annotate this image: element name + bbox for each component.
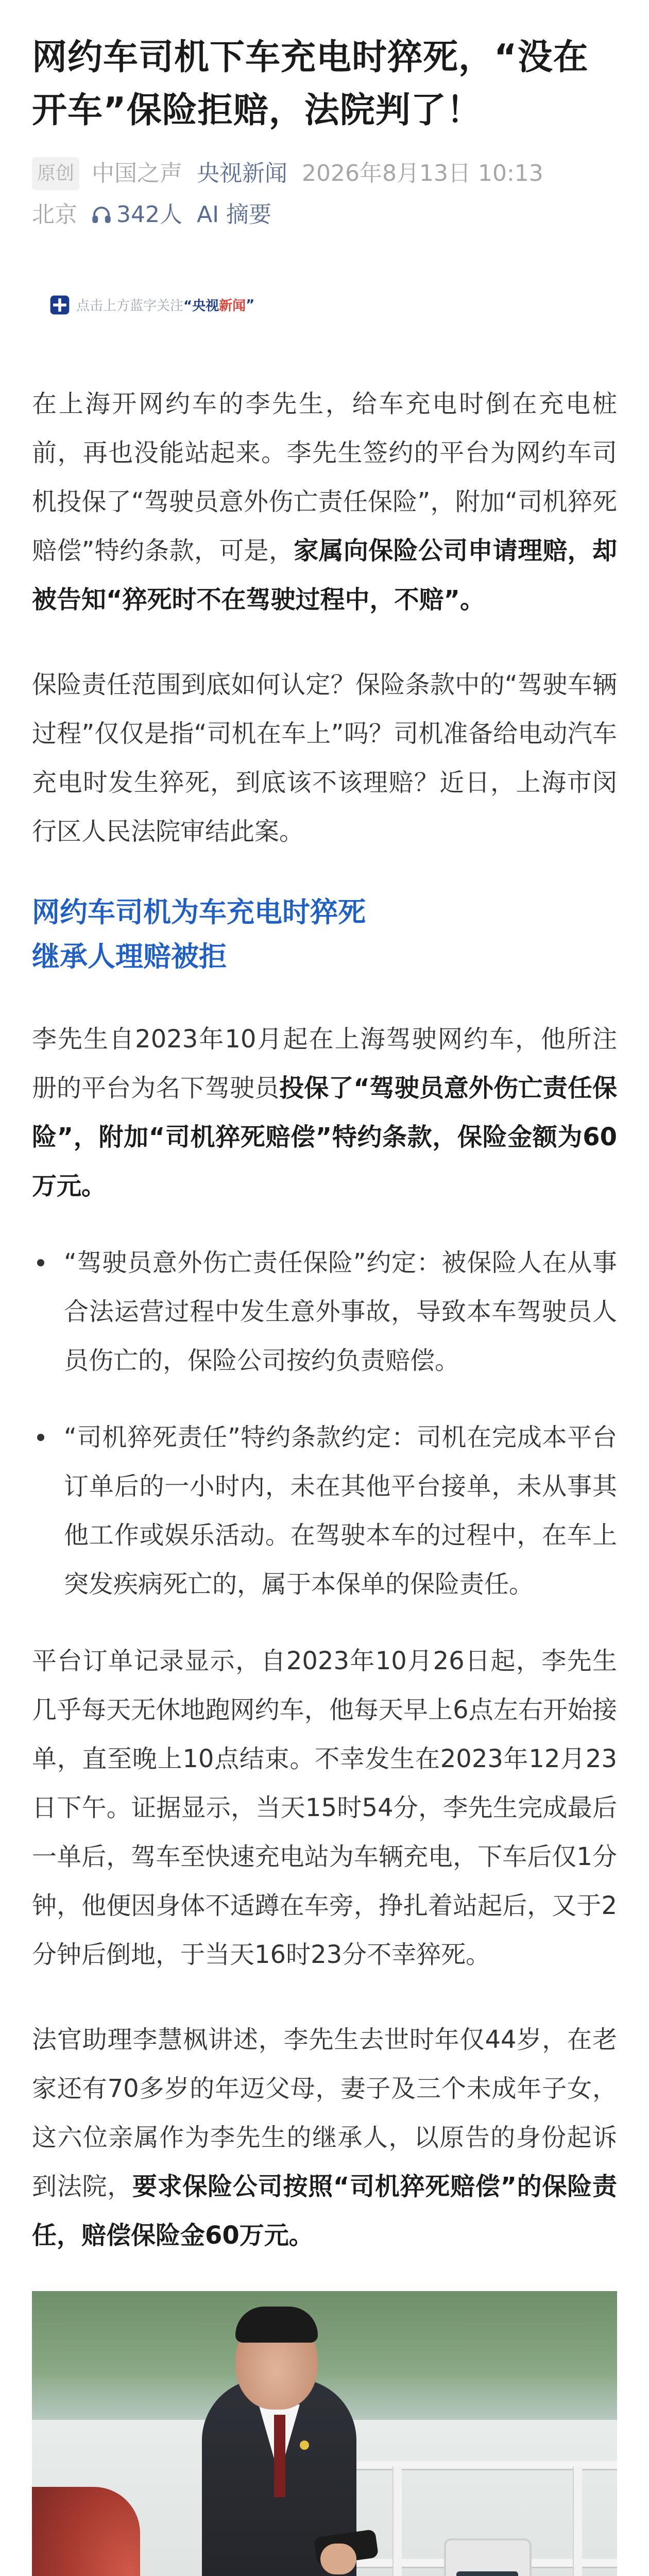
photo-charger [444, 2538, 532, 2576]
paragraph-5-text: 法官助理李慧枫讲述，李先生去世时年仅44岁，在老家还有70多岁的年迈父母，妻子及三个未成年子女，这六位亲属作为李先生的继承人，以原告的身份起诉到法院， [32, 2025, 617, 2201]
paragraph-1 [32, 380, 617, 624]
paragraph-1-bold: 家属向保险公司申请理赔，却被告知“猝死时不在驾驶过程中，不赔”。 [32, 536, 617, 614]
cctv-news-logo-icon [48, 294, 71, 316]
photo-person-hand [320, 2544, 356, 2574]
article-photo[interactable] [32, 2291, 617, 2576]
follow-brand-a: “央视 [183, 298, 219, 314]
section-heading-1-line2: 继承人理赔被拒 [32, 940, 227, 973]
follow-banner[interactable] [32, 266, 617, 344]
author-name: 中国之声 [92, 160, 183, 187]
photo-person-hair [235, 2307, 318, 2343]
headphones-icon[interactable] [91, 204, 112, 226]
follow-prefix: 点击上方蓝字关注 [76, 298, 184, 314]
account-link[interactable]: 央视新闻 [197, 160, 288, 187]
photo-post [392, 2466, 402, 2576]
follow-brand-b: 新闻 [219, 298, 246, 314]
photo-person-badge [300, 2441, 309, 2450]
photo-car [32, 2487, 140, 2576]
photo-charger-screen [456, 2571, 518, 2576]
article-meta-row2 [32, 199, 617, 230]
list-item: “驾驶员意外伤亡责任保险”约定：被保险人在从事合法运营过程中发生意外事故，导致本车驾驶员人员伤亡的，保险公司按约负责赔偿。 [32, 1239, 617, 1385]
paragraph-3 [32, 1015, 617, 1211]
ai-summary-button[interactable]: AI 摘要 [196, 201, 272, 228]
paragraph-1-text: 在上海开网约车的李先生，给车充电时倒在充电桩前，再也没能站起来。李先生签约的平台为网约车司机投保了“驾驶员意外伤亡责任保险”，附加“司机猝死赔偿”特约条款，可是， [32, 389, 617, 565]
section-heading-1-line1: 网约车司机为车充电时猝死 [32, 895, 366, 928]
list-item: “司机猝死责任”特约条款约定：司机在完成本平台订单后的一小时内，未在其他平台接单，未从事其他工作或娱乐活动。在驾驶本车的过程中，在车上突发疾病死亡的，属于本保单的保险责任。 [32, 1413, 617, 1609]
photo-post [573, 2466, 582, 2576]
paragraph-5-bold: 要求保险公司按照“司机猝死赔偿”的保险责任，赔偿保险金60万元。 [32, 2172, 617, 2250]
photo-person-tie [274, 2415, 285, 2497]
paragraph-5 [32, 2015, 617, 2260]
paragraph-2: 保险责任范围到底如何认定？保险条款中的“驾驶车辆过程”仅仅是指“司机在车上”吗？司机准备给电动汽车充电时发生猝死，到底该不该理赔？近日，上海市闵行区人民法院审结此案。 [32, 670, 617, 846]
listen-count[interactable]: 342人 [116, 201, 182, 228]
paragraph-3-bold: 投保了“驾驶员意外伤亡责任保险”，附加“司机猝死赔偿”特约条款，保险金额为60万元。 [32, 1073, 617, 1200]
article-meta [32, 157, 617, 190]
section-heading-1 [32, 890, 617, 979]
original-badge: 原创 [32, 157, 79, 190]
paragraph-4: 平台订单记录显示，自2023年10月26日起，李先生几乎每天无休地跑网约车，他每天早上6点左右开始接单，直至晚上10点结束。不幸发生在2023年12月23日下午。证据显示，当天15时54分，李先生完成最后一单后，驾车至快速充电站为车辆充电，下车后仅1分钟，他便因身体不适蹲在车旁，挣扎着站起后，又于2分钟后倒地，于当天16时23分不幸猝死。 [32, 1646, 617, 1969]
paragraph-3-text: 李先生自2023年10月起在上海驾驶网约车，他所注册的平台为名下驾驶员 [32, 1024, 617, 1103]
follow-suffix: ” [246, 297, 255, 313]
publish-date: 2026年8月13日 10:13 [302, 160, 543, 187]
bullet-list [32, 1239, 617, 1609]
publish-location: 北京 [32, 201, 77, 228]
article-title: 网约车司机下车充电时猝死，“没在开车”保险拒赔，法院判了！ [32, 37, 589, 131]
